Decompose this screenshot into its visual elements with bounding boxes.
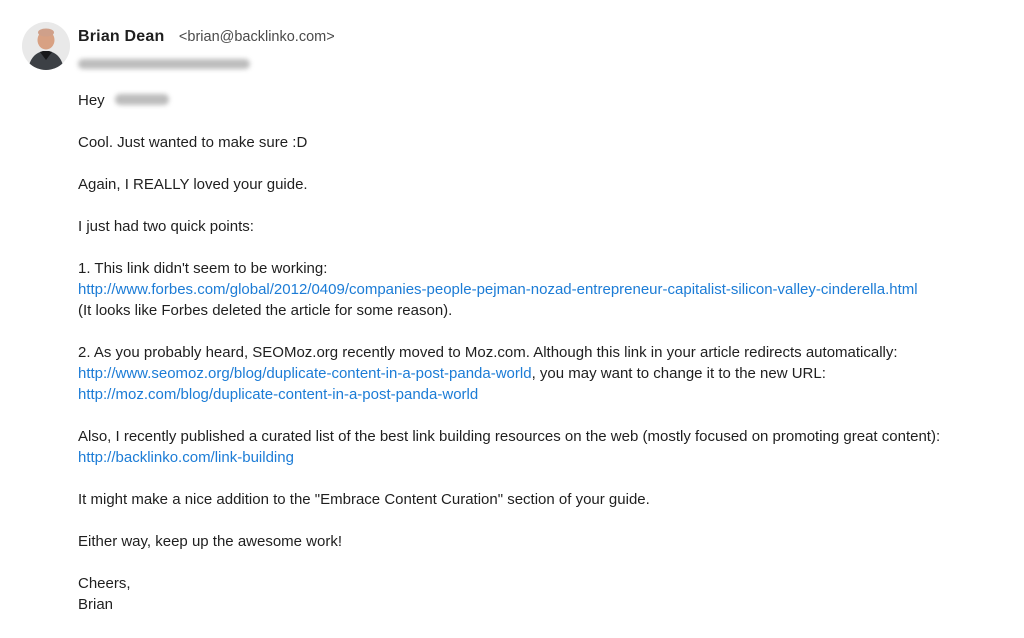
point-2-paragraph xyxy=(78,342,994,405)
point-2-after-link: , you may want to change it to the new URL: xyxy=(531,365,826,382)
avatar-person-icon xyxy=(22,22,70,70)
greeting-text: Hey xyxy=(78,92,105,109)
backlinko-link[interactable]: http://backlinko.com/link-building xyxy=(78,449,294,466)
sender-email: <brian@backlinko.com> xyxy=(178,29,335,45)
paragraph-addition: It might make a nice addition to the "Embrace Content Curation" section of your guide. xyxy=(78,491,650,508)
recipient-line-blurred[interactable] xyxy=(78,59,250,69)
point-1-note: (It looks like Forbes deleted the article for some reason). xyxy=(78,302,453,319)
forbes-link[interactable]: http://www.forbes.com/global/2012/0409/companies-people-pejman-nozad-entrepreneur-capitalist-silicon-valley-cinderella.html xyxy=(78,281,918,298)
signoff-text: Cheers, xyxy=(78,575,131,592)
greeting-name-blurred xyxy=(115,94,169,105)
greeting-paragraph xyxy=(78,90,994,111)
point-1-text: 1. This link didn't seem to be working: xyxy=(78,260,328,277)
paragraph-keepup: Either way, keep up the awesome work! xyxy=(78,533,343,550)
point-2-text: 2. As you probably heard, SEOMoz.org recently moved to Moz.com. Although this link in your article redirects automatically: xyxy=(78,344,898,361)
email-header xyxy=(22,22,994,74)
also-text: Also, I recently published a curated list of the best link building resources on the web (mostly focused on promoting great content): xyxy=(78,428,941,445)
sender-line xyxy=(78,27,335,47)
paragraph-points: I just had two quick points: xyxy=(78,218,254,235)
signature-name: Brian xyxy=(78,596,114,613)
paragraph-again: Again, I REALLY loved your guide. xyxy=(78,176,308,193)
paragraph-cool: Cool. Just wanted to make sure :D xyxy=(78,134,308,151)
signature-block xyxy=(78,573,994,615)
moz-link[interactable]: http://moz.com/blog/duplicate-content-in-a-post-panda-world xyxy=(78,386,479,403)
seomoz-link[interactable]: http://www.seomoz.org/blog/duplicate-content-in-a-post-panda-world xyxy=(78,365,532,382)
header-text xyxy=(78,22,335,74)
point-1-paragraph xyxy=(78,258,994,321)
sender-avatar[interactable] xyxy=(22,22,70,70)
sender-name[interactable]: Brian Dean xyxy=(78,28,165,45)
email-body xyxy=(78,90,994,615)
paragraph-also xyxy=(78,426,994,468)
